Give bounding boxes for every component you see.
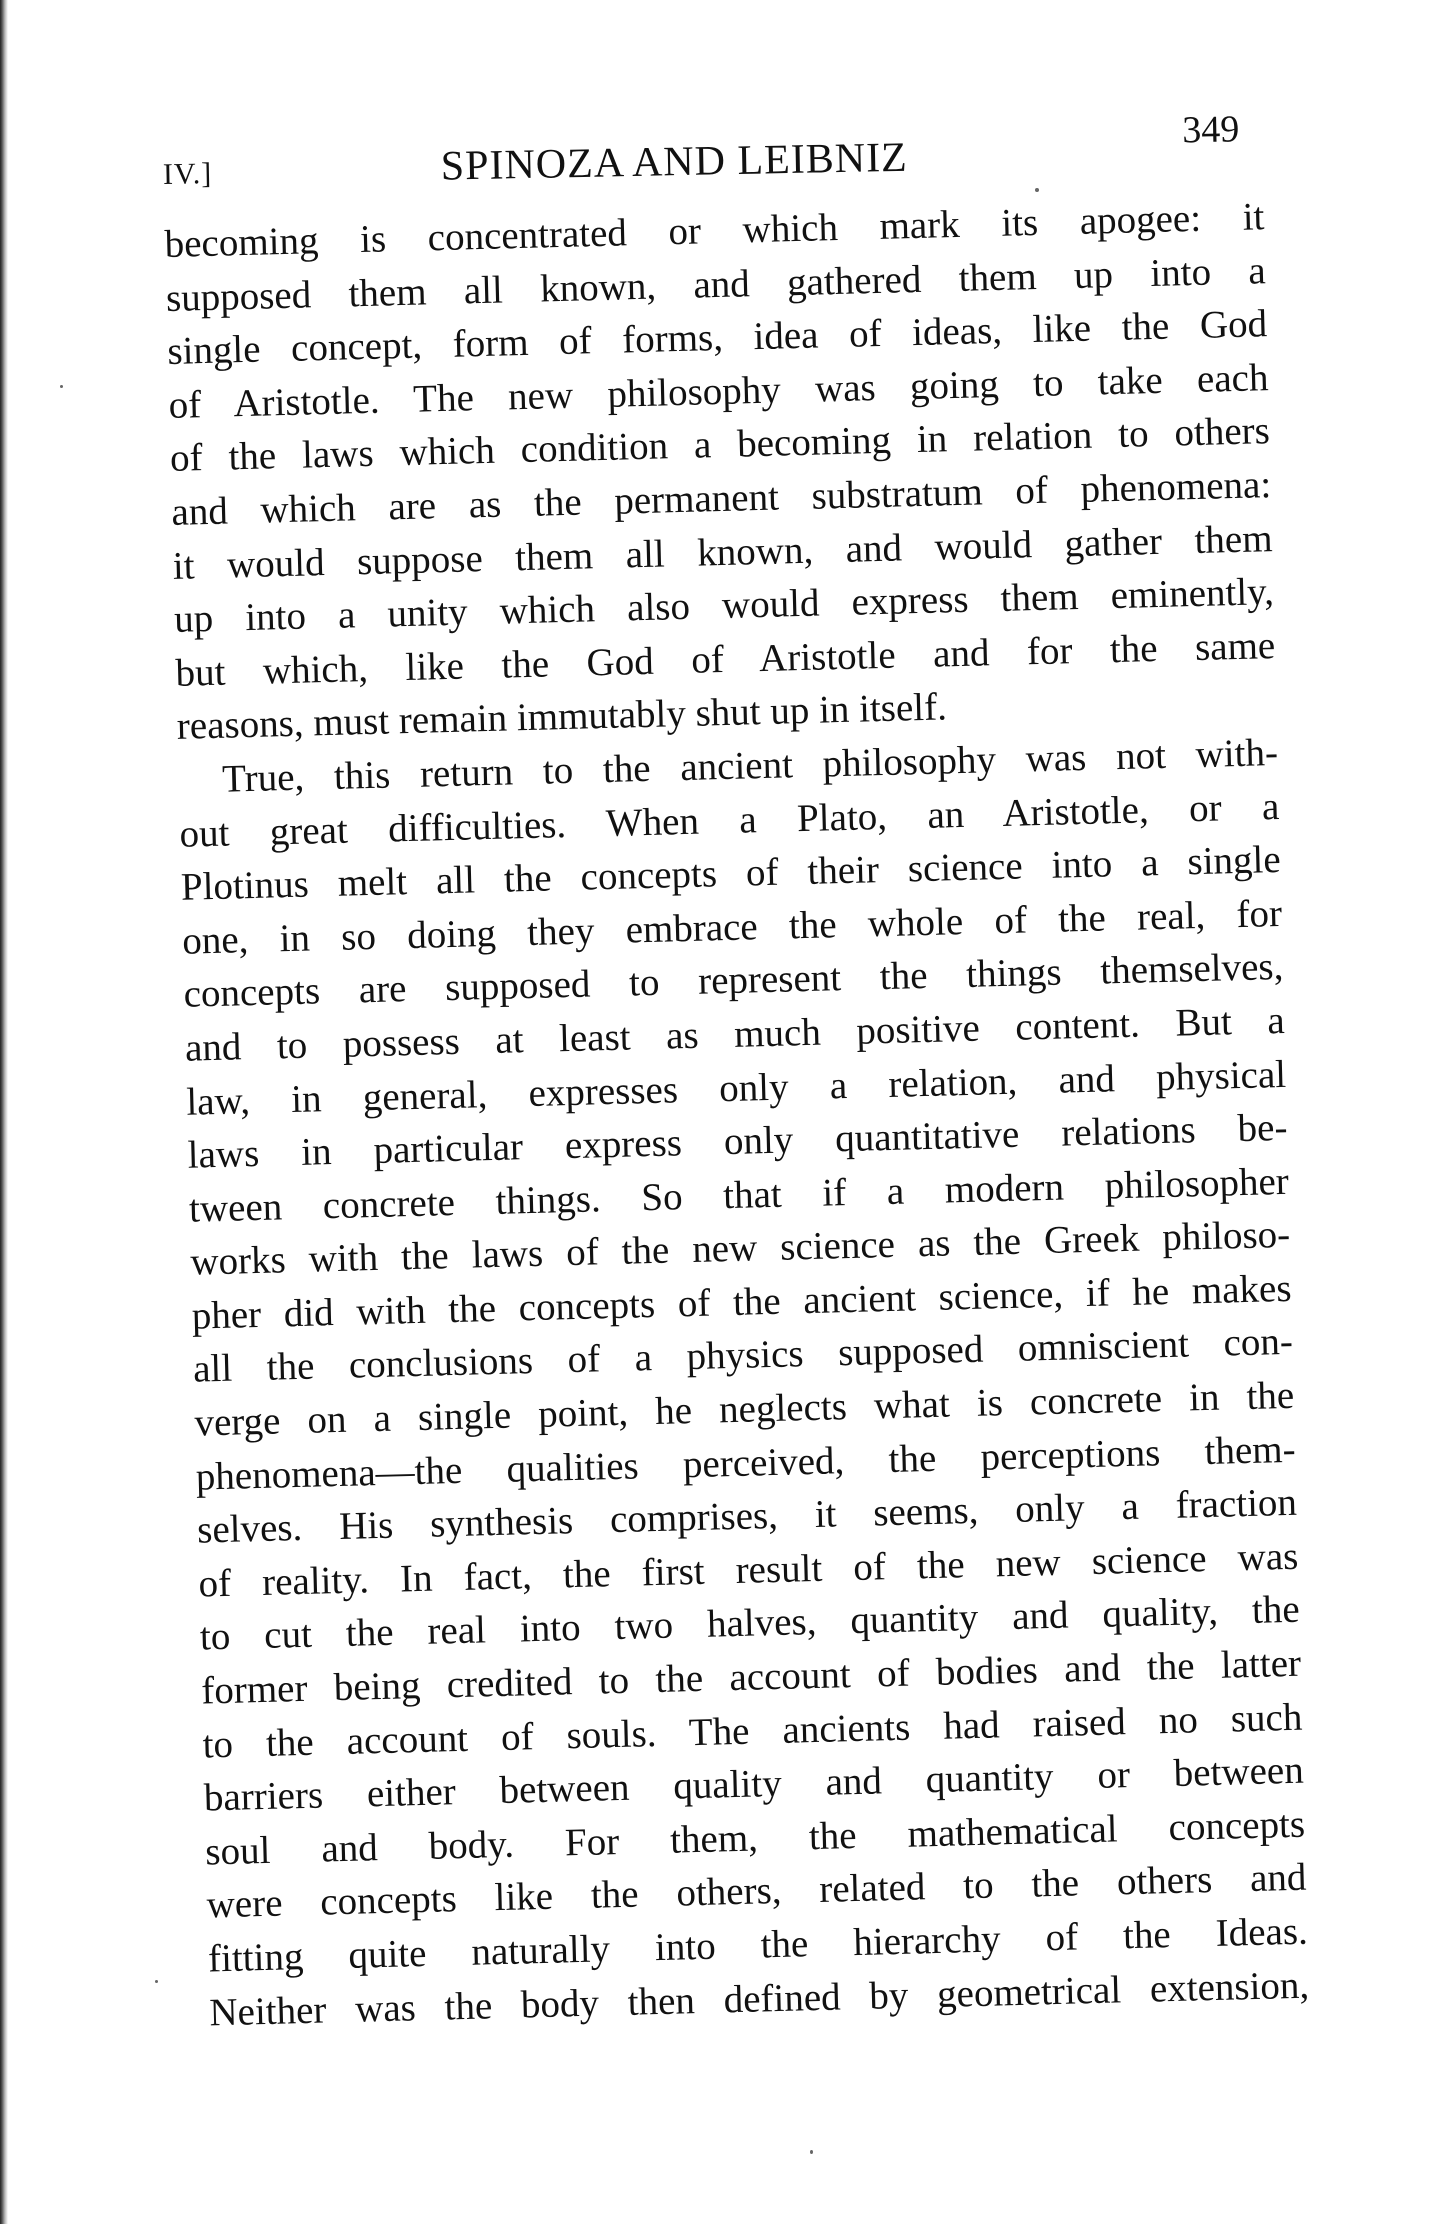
text-line: reasons, must remain immutably shut up in itself.	[176, 685, 948, 749]
text-line: to cut the real into two halves, quantity and quality, the	[199, 1588, 1301, 1659]
text-line: and which are as the permanent substratum of phenomena:	[170, 463, 1272, 534]
text-line: True, this return to the ancient philosophy was not with-	[221, 730, 1279, 801]
text-line: selves. His synthesis comprises, it seems, only a fraction	[196, 1481, 1298, 1552]
running-title: SPINOZA AND LEIBNIZ	[440, 134, 909, 190]
text-line: becoming is concentrated or which mark its apogee: it	[164, 195, 1265, 266]
text-line: soul and body. For them, the mathematical concepts	[204, 1802, 1306, 1874]
body-text	[164, 190, 1310, 2039]
page-gutter-edge	[0, 0, 8, 2224]
text-line: laws in particular express only quantitative relations be-	[187, 1105, 1288, 1177]
text-line: all the conclusions of a physics supposed omniscient con-	[192, 1320, 1294, 1392]
text-line: of Aristotle. The new philosophy was going to take each	[168, 355, 1269, 427]
text-line: supposed them all known, and gathered them up into a	[165, 248, 1267, 320]
text-line: concepts are supposed to represent the things themselves,	[183, 945, 1284, 1017]
text-line: but which, like the God of Aristotle and for the same	[174, 623, 1276, 695]
text-line: to the account of souls. The ancients had raised no such	[202, 1695, 1303, 1767]
text-line: were concepts like the others, related to the others and	[206, 1856, 1307, 1927]
text-line: out great difficulties. When a Plato, an Aristotle, or a	[179, 784, 1280, 856]
section-marker: IV.]	[162, 157, 213, 191]
print-speck	[810, 2150, 813, 2154]
text-line: law, in general, expresses only a relation, and physical	[185, 1052, 1287, 1124]
text-line: of the laws which condition a becoming in relation to others	[169, 409, 1271, 481]
text-line: one, in so doing they embrace the whole of the real, for	[181, 891, 1283, 963]
text-line: single concept, form of forms, idea of ideas, like the God	[166, 302, 1268, 374]
print-speck	[1035, 188, 1039, 192]
text-line: fitting quite naturally into the hierarchy of the Ideas.	[207, 1909, 1309, 1981]
running-head	[162, 107, 1263, 191]
page-number: 349	[1181, 108, 1240, 152]
text-line: up into a unity which also would express them eminently,	[173, 570, 1275, 642]
print-speck	[60, 385, 63, 388]
text-line: tween concrete things. So that if a modern philosopher	[188, 1159, 1290, 1231]
text-line: Neither was the body then defined by geometrical extension,	[208, 1963, 1310, 2035]
text-line: barriers either between quality and quantity or between	[203, 1748, 1305, 1820]
text-line: it would suppose them all known, and would gather them	[172, 516, 1273, 588]
text-line: pher did with the concepts of the ancient science, if he makes	[191, 1266, 1292, 1338]
text-line: verge on a single point, he neglects what is concrete in the	[193, 1373, 1295, 1445]
text-line: Plotinus melt all the concepts of their science into a single	[180, 838, 1282, 909]
text-line: phenomena—the qualities perceived, the perceptions them-	[195, 1427, 1297, 1499]
text-line: of reality. In fact, the first result of the new science was	[198, 1534, 1299, 1606]
text-line: former being credited to the account of bodies and the latter	[200, 1641, 1302, 1713]
print-speck	[155, 1980, 158, 1983]
text-line: and to possess at least as much positive content. But a	[184, 998, 1286, 1070]
text-line: works with the laws of the new science as the Greek philoso-	[189, 1213, 1291, 1284]
